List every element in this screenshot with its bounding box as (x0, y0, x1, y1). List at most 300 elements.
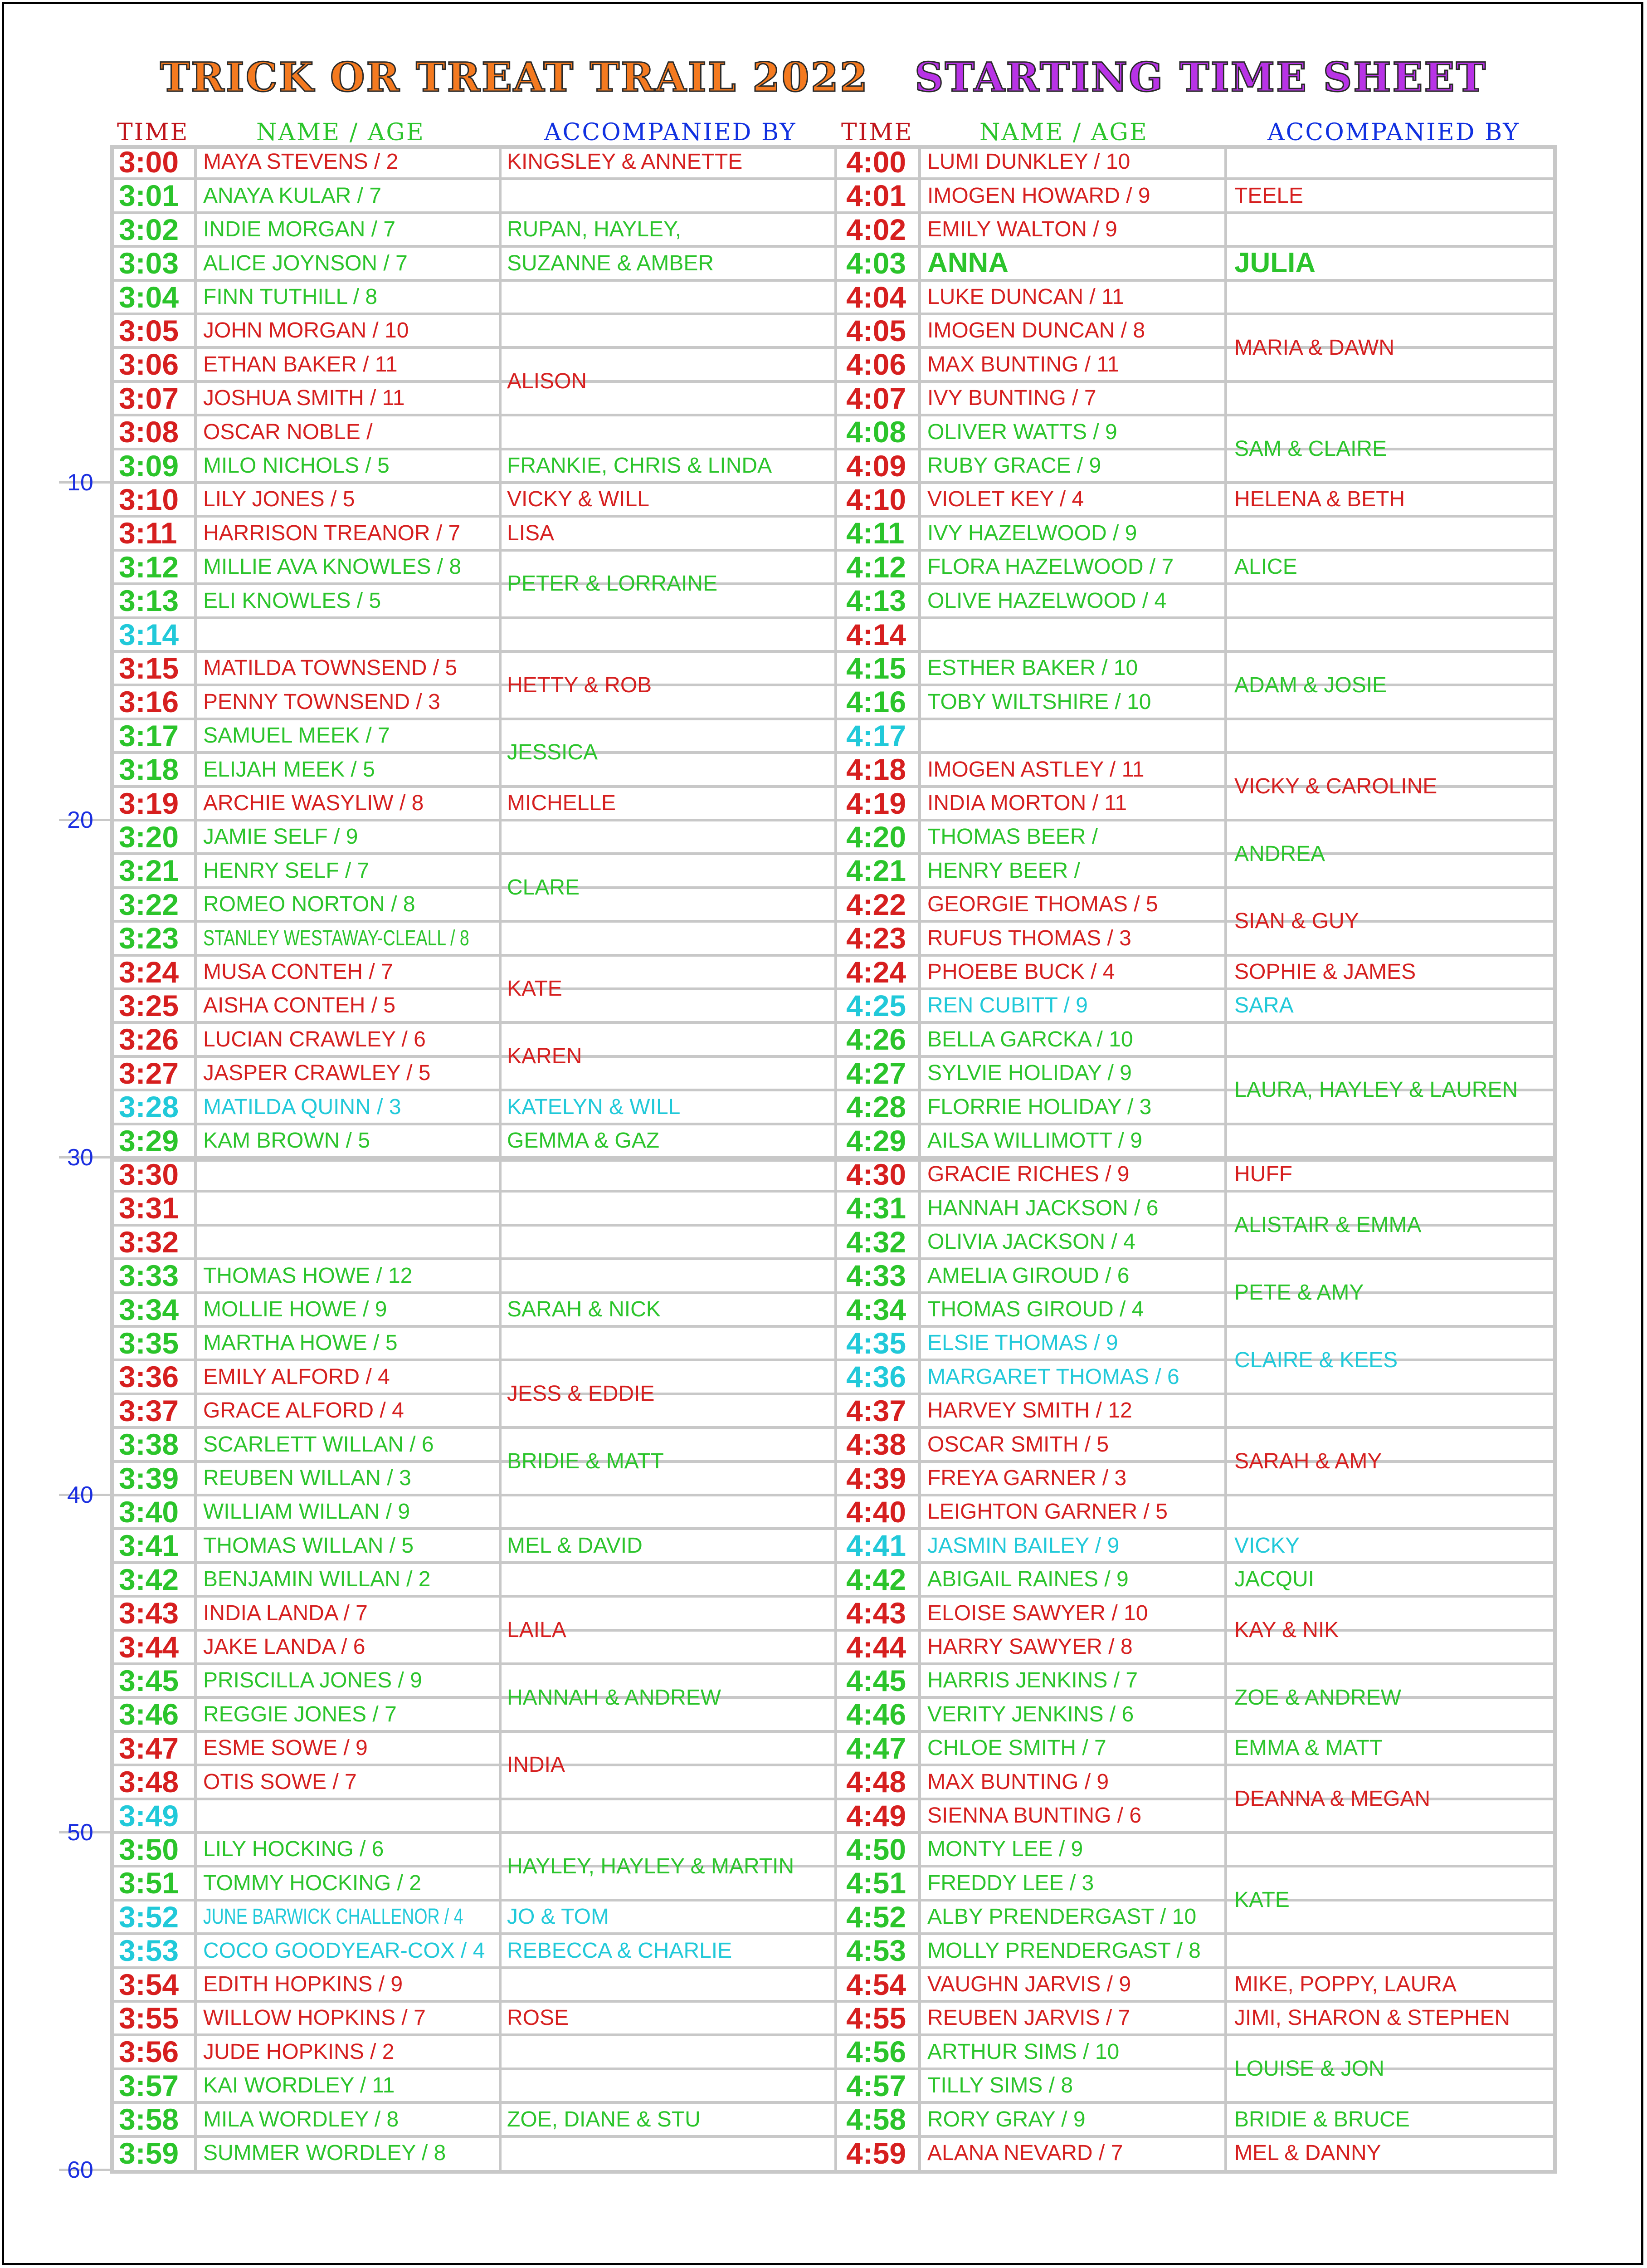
child-name-age: GRACIE RICHES / 9 (927, 1162, 1130, 1187)
start-time: 4:21 (846, 854, 906, 888)
child-name-age: RUBY GRACE / 9 (927, 453, 1101, 478)
accompanied-by: CLARE (507, 875, 580, 899)
start-time: 3:36 (119, 1360, 179, 1394)
row-divider (110, 1865, 1557, 1867)
start-time: 3:16 (119, 685, 179, 719)
start-time: 3:01 (119, 179, 179, 213)
accompanied-by: EMMA & MATT (1234, 1736, 1383, 1760)
start-time: 3:59 (119, 2136, 179, 2170)
child-name-age: CHLOE SMITH / 7 (927, 1736, 1106, 1760)
row-divider (110, 177, 1557, 180)
accompanied-by: ANDREA (1234, 841, 1325, 866)
row-divider (110, 1257, 1557, 1260)
start-time: 3:43 (119, 1596, 179, 1630)
row-divider (110, 515, 1557, 518)
accompanied-by: SUZANNE & AMBER (507, 251, 714, 275)
margin-count: 50 (67, 1819, 93, 1846)
child-name-age: EMILY WALTON / 9 (927, 217, 1117, 242)
start-time: 4:15 (846, 651, 906, 685)
start-time: 4:54 (846, 1967, 906, 2001)
accompanied-by: VICKY & CAROLINE (1234, 774, 1437, 798)
row-divider (110, 1730, 1557, 1733)
start-time: 4:41 (846, 1529, 906, 1563)
header-name-right: NAME / AGE (979, 119, 1148, 146)
accompanied-by: TEELE (1234, 183, 1304, 208)
child-name-age: AILSA WILLIMOTT / 9 (927, 1128, 1142, 1153)
accompanied-by: BRIDIE & MATT (507, 1449, 664, 1473)
child-name-age: THOMAS HOWE / 12 (203, 1263, 413, 1288)
accompanied-by: JIMI, SHARON & STEPHEN (1234, 2006, 1511, 2030)
start-time: 4:17 (846, 719, 906, 753)
row-divider (110, 1156, 1557, 1162)
child-name-age: JAMIE SELF / 9 (203, 825, 358, 849)
row-divider (110, 987, 1557, 990)
accompanied-by: ZOE & ANDREW (1234, 1685, 1402, 1710)
child-name-age: FREYA GARNER / 3 (927, 1466, 1127, 1490)
row-divider (110, 616, 1557, 619)
title-sub: STARTING TIME SHEET (915, 54, 1487, 101)
start-time: 4:09 (846, 449, 906, 483)
row-divider (110, 481, 1557, 484)
start-time: 4:22 (846, 887, 906, 921)
start-time: 3:48 (119, 1765, 179, 1799)
start-time: 4:05 (846, 313, 906, 347)
child-name-age: LEIGHTON GARNER / 5 (927, 1500, 1168, 1524)
column-divider (1224, 145, 1227, 2174)
accompanied-by: MICHELLE (507, 791, 616, 815)
start-time: 4:43 (846, 1596, 906, 1630)
start-time: 3:02 (119, 212, 179, 246)
accompanied-by: PETER & LORRAINE (507, 572, 718, 596)
start-time: 3:04 (119, 280, 179, 314)
start-time: 4:20 (846, 820, 906, 854)
start-time: 4:26 (846, 1022, 906, 1056)
child-name-age: STANLEY WESTAWAY-CLEALL / 8 (203, 926, 469, 950)
child-name-age: KAM BROWN / 5 (203, 1128, 370, 1153)
row-divider (110, 1426, 1557, 1429)
row-divider (110, 1932, 1557, 1935)
row-divider (110, 1561, 1557, 1564)
accompanied-by: HUFF (1234, 1162, 1292, 1187)
start-time: 4:12 (846, 550, 906, 584)
child-name-age: IMOGEN DUNCAN / 8 (927, 318, 1145, 343)
start-time: 4:24 (846, 955, 906, 989)
header-accompanied-right: ACCOMPANIED BY (1267, 119, 1520, 146)
start-time: 4:29 (846, 1124, 906, 1158)
header-time-right: TIME (841, 119, 913, 146)
child-name-age: ALICE JOYNSON / 7 (203, 251, 408, 275)
start-time: 4:34 (846, 1292, 906, 1326)
start-time: 3:00 (119, 145, 179, 179)
start-time: 3:06 (119, 347, 179, 381)
child-name-age: LILY JONES / 5 (203, 487, 355, 512)
child-name-age: PHOEBE BUCK / 4 (927, 959, 1115, 984)
start-time: 3:08 (119, 415, 179, 449)
accompanied-by: MEL & DANNY (1234, 2141, 1381, 2165)
start-time: 3:29 (119, 1124, 179, 1158)
row-divider (110, 2101, 1557, 2104)
child-name-age: AMELIA GIROUD / 6 (927, 1263, 1130, 1288)
child-name-age: JASMIN BAILEY / 9 (927, 1533, 1120, 1558)
child-name-age: OTIS SOWE / 7 (203, 1769, 357, 1794)
child-name-age: MOLLIE HOWE / 9 (203, 1297, 387, 1321)
start-time: 4:58 (846, 2102, 906, 2136)
child-name-age: RORY GRAY / 9 (927, 2107, 1086, 2131)
row-divider (110, 886, 1557, 889)
child-name-age: ELI KNOWLES / 5 (203, 588, 381, 613)
column-divider (834, 145, 837, 2174)
child-name-age: IMOGEN ASTLEY / 11 (927, 757, 1145, 782)
start-time: 4:14 (846, 617, 906, 651)
start-time: 4:50 (846, 1832, 906, 1866)
start-time: 4:31 (846, 1191, 906, 1225)
child-name-age: ROMEO NORTON / 8 (203, 892, 415, 917)
start-time: 4:42 (846, 1562, 906, 1596)
accompanied-by: KAY & NIK (1234, 1618, 1339, 1642)
row-divider (110, 1629, 1557, 1632)
accompanied-by: HANNAH & ANDREW (507, 1685, 721, 1710)
header-name-left: NAME / AGE (256, 119, 425, 146)
accompanied-by: SAM & CLAIRE (1234, 436, 1387, 461)
child-name-age: THOMAS WILLAN / 5 (203, 1533, 414, 1558)
row-divider (110, 211, 1557, 214)
start-time: 4:47 (846, 1731, 906, 1765)
row-divider (110, 2135, 1557, 2138)
child-name-age: EDITH HOPKINS / 9 (203, 1972, 403, 1996)
child-name-age: OLIVIA JACKSON / 4 (927, 1230, 1135, 1254)
child-name-age: GRACE ALFORD / 4 (203, 1398, 404, 1423)
accompanied-by: KATE (507, 977, 562, 1001)
child-name-age: PENNY TOWNSEND / 3 (203, 689, 440, 714)
start-time: 3:51 (119, 1866, 179, 1900)
accompanied-by: ROSE (507, 2006, 569, 2030)
start-time: 3:39 (119, 1461, 179, 1495)
start-time: 3:54 (119, 1967, 179, 2001)
start-time: 3:42 (119, 1562, 179, 1596)
child-name-age: INDIE MORGAN / 7 (203, 217, 396, 242)
accompanied-by: KATELYN & WILL (507, 1095, 681, 1119)
child-name-age: SCARLETT WILLAN / 6 (203, 1432, 434, 1457)
start-time: 3:13 (119, 584, 179, 618)
accompanied-by: DEANNA & MEGAN (1234, 1786, 1431, 1811)
row-divider (110, 1123, 1557, 1125)
start-time: 3:05 (119, 313, 179, 347)
row-divider (110, 1325, 1557, 1328)
child-name-age: THOMAS BEER / (927, 825, 1098, 849)
start-time: 3:52 (119, 1900, 179, 1934)
row-divider (110, 954, 1557, 957)
start-time: 4:33 (846, 1259, 906, 1293)
start-time: 4:16 (846, 685, 906, 719)
child-name-age: MILO NICHOLS / 5 (203, 453, 390, 478)
margin-count: 10 (67, 469, 93, 496)
start-time: 4:35 (846, 1326, 906, 1360)
start-time: 4:45 (846, 1663, 906, 1697)
start-time: 4:56 (846, 2035, 906, 2069)
child-name-age: KAI WORDLEY / 11 (203, 2073, 395, 2098)
child-name-age: ETHAN BAKER / 11 (203, 352, 398, 376)
start-time: 4:19 (846, 786, 906, 820)
child-name-age: MONTY LEE / 9 (927, 1837, 1083, 1862)
child-name-age: MAX BUNTING / 9 (927, 1769, 1109, 1794)
accompanied-by: GEMMA & GAZ (507, 1128, 660, 1153)
child-name-age: AISHA CONTEH / 5 (203, 993, 396, 1018)
start-time: 3:27 (119, 1056, 179, 1090)
start-time: 3:25 (119, 988, 179, 1022)
row-divider (110, 1494, 1557, 1496)
row-divider (110, 718, 1557, 720)
child-name-age: MAYA STEVENS / 2 (203, 150, 399, 174)
start-time: 3:47 (119, 1731, 179, 1765)
row-divider (110, 1595, 1557, 1598)
child-name-age: HARRISON TREANOR / 7 (203, 521, 461, 545)
start-time: 3:45 (119, 1663, 179, 1697)
start-time: 4:44 (846, 1630, 906, 1664)
child-name-age: MUSA CONTEH / 7 (203, 959, 393, 984)
accompanied-by: VICKY (1234, 1533, 1300, 1558)
accompanied-by: JESS & EDDIE (507, 1381, 655, 1406)
accompanied-by: SARAH & AMY (1234, 1449, 1382, 1473)
accompanied-by: ALISTAIR & EMMA (1234, 1212, 1422, 1237)
row-divider (110, 279, 1557, 282)
child-name-age: TOMMY HOCKING / 2 (203, 1871, 421, 1895)
start-time: 4:02 (846, 212, 906, 246)
child-name-age: LUMI DUNKLEY / 10 (927, 150, 1130, 174)
start-time: 4:36 (846, 1360, 906, 1394)
child-name-age: ARTHUR SIMS / 10 (927, 2039, 1120, 2064)
start-time: 4:40 (846, 1495, 906, 1529)
start-time: 3:10 (119, 482, 179, 516)
start-time: 4:52 (846, 1900, 906, 1934)
accompanied-by: HAYLEY, HAYLEY & MARTIN (507, 1854, 794, 1878)
child-name-age: THOMAS GIROUD / 4 (927, 1297, 1144, 1321)
child-name-age: JOSHUA SMITH / 11 (203, 386, 405, 411)
start-time: 4:37 (846, 1393, 906, 1427)
accompanied-by: MARIA & DAWN (1234, 335, 1394, 360)
child-name-age: TILLY SIMS / 8 (927, 2073, 1073, 2098)
start-time: 4:39 (846, 1461, 906, 1495)
accompanied-by: FRANKIE, CHRIS & LINDA (507, 453, 772, 478)
start-time: 3:44 (119, 1630, 179, 1664)
child-name-age: ELSIE THOMAS / 9 (927, 1331, 1118, 1355)
accompanied-by: MEL & DAVID (507, 1533, 643, 1558)
accompanied-by: KAREN (507, 1044, 582, 1068)
row-divider (110, 414, 1557, 416)
column-divider (194, 145, 197, 2174)
header-accompanied-left: ACCOMPANIED BY (544, 119, 797, 146)
child-name-age: LUCIAN CRAWLEY / 6 (203, 1027, 426, 1051)
row-divider (110, 1190, 1557, 1193)
start-time: 3:24 (119, 955, 179, 989)
child-name-age: OSCAR NOBLE / (203, 420, 373, 444)
child-name-age: SAMUEL MEEK / 7 (203, 723, 390, 748)
start-time: 3:33 (119, 1259, 179, 1293)
start-time: 4:48 (846, 1765, 906, 1799)
child-name-age: EMILY ALFORD / 4 (203, 1364, 390, 1389)
start-time: 4:00 (846, 145, 906, 179)
child-name-age: JOHN MORGAN / 10 (203, 318, 409, 343)
accompanied-by: RUPAN, HAYLEY, (507, 217, 682, 242)
child-name-age: ABIGAIL RAINES / 9 (927, 1567, 1129, 1592)
start-time: 3:53 (119, 1934, 179, 1968)
start-time: 3:49 (119, 1799, 179, 1833)
row-divider (110, 1831, 1557, 1834)
start-time: 3:34 (119, 1292, 179, 1326)
child-name-age: MILA WORDLEY / 8 (203, 2107, 399, 2131)
child-name-age: VIOLET KEY / 4 (927, 487, 1084, 512)
start-time: 4:57 (846, 2068, 906, 2102)
accompanied-by: SIAN & GUY (1234, 909, 1359, 934)
start-time: 4:30 (846, 1157, 906, 1191)
start-time: 4:11 (846, 516, 905, 550)
start-time: 4:25 (846, 988, 906, 1022)
child-name-age: MAX BUNTING / 11 (927, 352, 1120, 376)
start-time: 3:18 (119, 753, 179, 787)
column-divider (499, 145, 502, 2174)
start-time: 3:58 (119, 2102, 179, 2136)
start-time: 4:10 (846, 482, 906, 516)
child-name-age: ESTHER BAKER / 10 (927, 656, 1138, 680)
accompanied-by: ALICE (1234, 555, 1297, 579)
accompanied-by: KINGSLEY & ANNETTE (507, 150, 743, 174)
child-name-age: VAUGHN JARVIS / 9 (927, 1972, 1131, 1996)
child-name-age: REUBEN WILLAN / 3 (203, 1466, 411, 1490)
row-divider (110, 245, 1557, 248)
child-name-age: HENRY BEER / (927, 858, 1081, 883)
child-name-age: LUKE DUNCAN / 11 (927, 284, 1124, 309)
row-divider (110, 852, 1557, 855)
accompanied-by: ZOE, DIANE & STU (507, 2107, 701, 2131)
start-time: 4:27 (846, 1056, 906, 1090)
accompanied-by: HETTY & ROB (507, 673, 652, 697)
row-divider (110, 549, 1557, 552)
child-name-age: GEORGIE THOMAS / 5 (927, 892, 1158, 917)
margin-count: 20 (67, 807, 93, 833)
child-name-age: MOLLY PRENDERGAST / 8 (927, 1938, 1201, 1963)
row-divider (110, 1899, 1557, 1901)
child-name-age: JUDE HOPKINS / 2 (203, 2039, 395, 2064)
start-time: 4:07 (846, 381, 906, 415)
accompanied-by: JESSICA (507, 740, 598, 765)
accompanied-by: BRIDIE & BRUCE (1234, 2107, 1410, 2131)
accompanied-by: JO & TOM (507, 1905, 609, 1929)
child-name-age: ALBY PRENDERGAST / 10 (927, 1905, 1197, 1929)
start-time: 3:14 (119, 617, 179, 651)
child-name-age: HARRY SAWYER / 8 (927, 1634, 1133, 1659)
accompanied-by: KATE (1234, 1887, 1290, 1912)
accompanied-by: JULIA (1234, 247, 1316, 279)
start-time: 3:57 (119, 2068, 179, 2102)
child-name-age: FLORRIE HOLIDAY / 3 (927, 1095, 1152, 1119)
child-name-age: IMOGEN HOWARD / 9 (927, 183, 1150, 208)
start-time: 4:59 (846, 2136, 906, 2170)
start-time: 3:03 (119, 246, 179, 280)
start-time: 3:22 (119, 887, 179, 921)
accompanied-by: MIKE, POPPY, LAURA (1234, 1972, 1457, 1996)
accompanied-by: LAILA (507, 1618, 566, 1642)
child-name-age: ARCHIE WASYLIW / 8 (203, 791, 424, 815)
start-time: 3:11 (119, 516, 177, 550)
accompanied-by: REBECCA & CHARLIE (507, 1938, 732, 1963)
start-time: 4:01 (846, 179, 906, 213)
child-name-age: REGGIE JONES / 7 (203, 1702, 397, 1726)
child-name-age: PRISCILLA JONES / 9 (203, 1668, 422, 1693)
start-time: 3:19 (119, 786, 179, 820)
start-time: 4:13 (846, 584, 906, 618)
start-time: 4:32 (846, 1225, 906, 1259)
start-time: 3:07 (119, 381, 179, 415)
child-name-age: FINN TUTHILL / 8 (203, 284, 378, 309)
accompanied-by: ADAM & JOSIE (1234, 673, 1387, 697)
child-name-age: INDIA MORTON / 11 (927, 791, 1127, 815)
child-name-age: MARTHA HOWE / 5 (203, 1331, 398, 1355)
row-divider (110, 819, 1557, 821)
accompanied-by: LAURA, HAYLEY & LAUREN (1234, 1078, 1518, 1102)
start-time: 4:08 (846, 415, 906, 449)
start-time: 4:23 (846, 921, 906, 955)
child-name-age: REN CUBITT / 9 (927, 993, 1088, 1018)
child-name-age: INDIA LANDA / 7 (203, 1601, 368, 1625)
child-name-age: FLORA HAZELWOOD / 7 (927, 555, 1174, 579)
start-time: 3:40 (119, 1495, 179, 1529)
start-time: 4:55 (846, 2001, 906, 2035)
accompanied-by: LISA (507, 521, 555, 545)
start-time: 4:46 (846, 1697, 906, 1731)
child-name-age: IVY BUNTING / 7 (927, 386, 1096, 411)
start-time: 3:09 (119, 449, 179, 483)
child-name-age: OLIVER WATTS / 9 (927, 420, 1117, 444)
child-name-age: ESME SOWE / 9 (203, 1736, 368, 1760)
column-divider (918, 145, 921, 2174)
row-divider (110, 1393, 1557, 1395)
margin-count: 60 (67, 2157, 93, 2183)
start-time: 4:28 (846, 1090, 906, 1124)
start-time: 3:30 (119, 1157, 179, 1191)
accompanied-by: VICKY & WILL (507, 487, 649, 512)
start-time: 4:04 (846, 280, 906, 314)
child-name-age: TOBY WILTSHIRE / 10 (927, 689, 1151, 714)
row-divider (110, 380, 1557, 383)
start-time: 3:41 (119, 1529, 179, 1563)
start-time: 3:20 (119, 820, 179, 854)
accompanied-by: INDIA (507, 1753, 565, 1777)
child-name-age: JUNE BARWICK CHALLENOR / 4 (203, 1905, 463, 1929)
row-divider (110, 1021, 1557, 1024)
child-name-age: BENJAMIN WILLAN / 2 (203, 1567, 431, 1592)
child-name-age: BELLA GARCKA / 10 (927, 1027, 1133, 1051)
child-name-age: HENRY SELF / 7 (203, 858, 370, 883)
child-name-age: MILLIE AVA KNOWLES / 8 (203, 555, 462, 579)
accompanied-by: SARAH & NICK (507, 1297, 661, 1321)
start-time: 4:03 (846, 246, 906, 280)
row-divider (110, 1662, 1557, 1665)
child-name-age: ALANA NEVARD / 7 (927, 2141, 1123, 2165)
row-divider (110, 1764, 1557, 1766)
child-name-age: SUMMER WORDLEY / 8 (203, 2141, 446, 2165)
row-divider (110, 751, 1557, 754)
accompanied-by: JACQUI (1234, 1567, 1315, 1592)
row-divider (110, 1527, 1557, 1530)
start-time: 3:15 (119, 651, 179, 685)
child-name-age: IVY HAZELWOOD / 9 (927, 521, 1137, 545)
accompanied-by: CLAIRE & KEES (1234, 1348, 1398, 1372)
child-name-age: REUBEN JARVIS / 7 (927, 2006, 1130, 2030)
accompanied-by: SOPHIE & JAMES (1234, 959, 1416, 984)
child-name-age: SIENNA BUNTING / 6 (927, 1803, 1142, 1828)
child-name-age: MATILDA TOWNSEND / 5 (203, 656, 458, 680)
row-divider (110, 650, 1557, 653)
child-name-age: ELIJAH MEEK / 5 (203, 757, 375, 782)
